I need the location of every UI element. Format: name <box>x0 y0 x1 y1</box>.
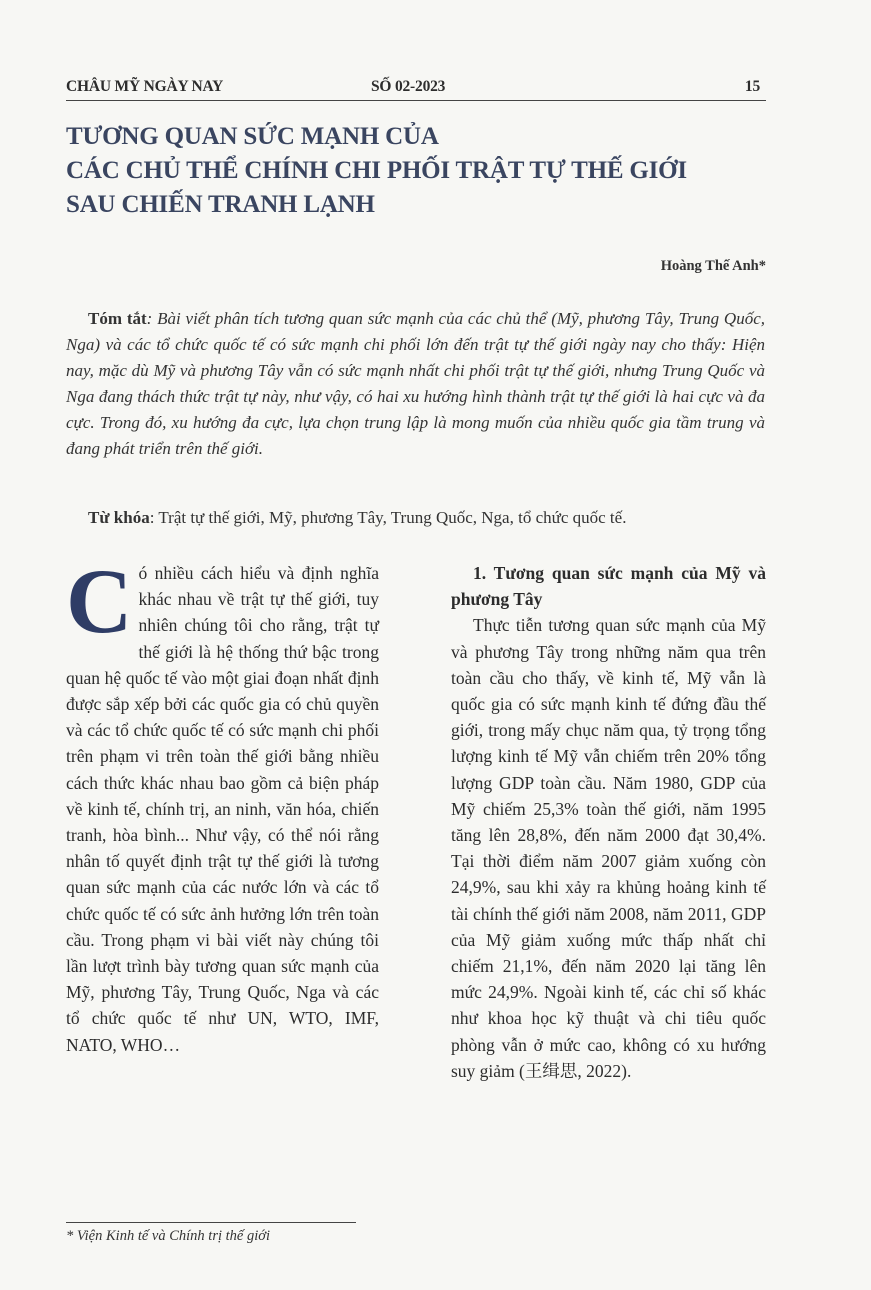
journal-name: CHÂU MỸ NGÀY NAY <box>66 78 224 95</box>
issue-number: SỐ 02-2023 <box>371 78 446 95</box>
keywords <box>66 505 765 531</box>
page-number: 15 <box>744 78 760 95</box>
title-line: CÁC CHỦ THỂ CHÍNH CHI PHỐI TRẬT TỰ THẾ GIỚI <box>66 157 687 184</box>
abstract <box>66 306 765 462</box>
keywords-label: Từ khóa <box>88 508 150 527</box>
section-paragraph: Thực tiễn tương quan sức mạnh của Mỹ và phương Tây trong những năm qua trên toàn cầu cho thấy, về kinh tế, Mỹ vẫn là quốc gia có sức mạnh kinh tế đứng đầu thế giới, trong mấy chục năm qua, tỷ trọng tổng lượng kinh tế Mỹ vẫn chiếm trên 20% tổng lượng GDP toàn cầu. Năm 1980, GDP của Mỹ chiếm 25,3% toàn thế giới, năm 1995 tăng lên 28,8%, đến năm 2000 đạt 30,4%. Tại thời điểm năm 2007 giảm xuống còn 24,9%, sau khi xảy ra khủng hoảng kinh tế tài chính thế giới năm 2008, năm 2011, GDP của Mỹ giảm xuống mức thấp nhất chỉ chiếm 21,1%, đến năm 2020 lại tăng lên mức 24,9%. Ngoài kinh tế, các chỉ số khác như khoa học kỹ thuật và chi tiêu quốc phòng vẫn ở mức cao, không có xu hướng suy giảm (王缉思, 2022). <box>451 615 766 1081</box>
author-name: Hoàng Thế Anh* <box>660 258 766 274</box>
abstract-text: : Bài viết phân tích tương quan sức mạnh của các chủ thể (Mỹ, phương Tây, Trung Quốc, Nga) và các tổ chức quốc tế có sức mạnh chi phối lớn đến trật tự thế giới ngày nay cho thấy: Hiện nay, mặc dù Mỹ và phương Tây vẫn có sức mạnh nhất chi phối trật tự thế giới, nhưng Trung Quốc và Nga đang thách thức trật tự này, như vậy, có hai xu hướng hình thành trật tự thế giới là hai cực và đa cực. Trong đó, xu hướng đa cực, lựa chọn trung lập là mong muốn của nhiều quốc gia tầm trung và đang phát triển trên thế giới. <box>66 309 765 458</box>
right-column <box>451 560 766 1084</box>
section-heading: 1. Tương quan sức mạnh của Mỹ và phương Tây <box>451 563 766 610</box>
running-header <box>66 78 766 101</box>
intro-paragraph: ó nhiều cách hiểu và định nghĩa khác nhau về trật tự thế giới, tuy nhiên chúng tôi cho rằng, trật tự thế giới là hệ thống thứ bậc trong quan hệ quốc tế vào một giai đoạn nhất định được sắp xếp bởi các quốc gia có chủ quyền và các tổ chức quốc tế có sức mạnh chi phối trên phạm vi trên toàn thế giới bằng nhiều cách thức khác nhau bao gồm cả biện pháp về kinh tế, chính trị, an ninh, văn hóa, chiến tranh, hòa bình... Như vậy, có thể nói rằng nhân tố quyết định trật tự thế giới là tương quan sức mạnh của các nước lớn và các tổ chức quốc tế có sức ảnh hưởng lớn trên toàn cầu. Trong phạm vi bài viết này chúng tôi lần lượt trình bày tương quan sức mạnh của Mỹ, phương Tây, Trung Quốc, Nga và các tổ chức quốc tế như UN, WTO, IMF, NATO, WHO… <box>66 563 379 1055</box>
footnote: * Viện Kinh tế và Chính trị thế giới <box>66 1228 271 1244</box>
keywords-text: : Trật tự thế giới, Mỹ, phương Tây, Trung Quốc, Nga, tổ chức quốc tế. <box>149 508 627 527</box>
title-line: TƯƠNG QUAN SỨC MẠNH CỦA <box>66 123 439 150</box>
title-line: SAU CHIẾN TRANH LẠNH <box>66 191 375 218</box>
article-title <box>66 120 786 222</box>
drop-cap: C <box>66 550 133 652</box>
footnote-divider <box>66 1222 356 1223</box>
left-column <box>66 550 379 1058</box>
abstract-label: Tóm tắt <box>88 309 147 328</box>
